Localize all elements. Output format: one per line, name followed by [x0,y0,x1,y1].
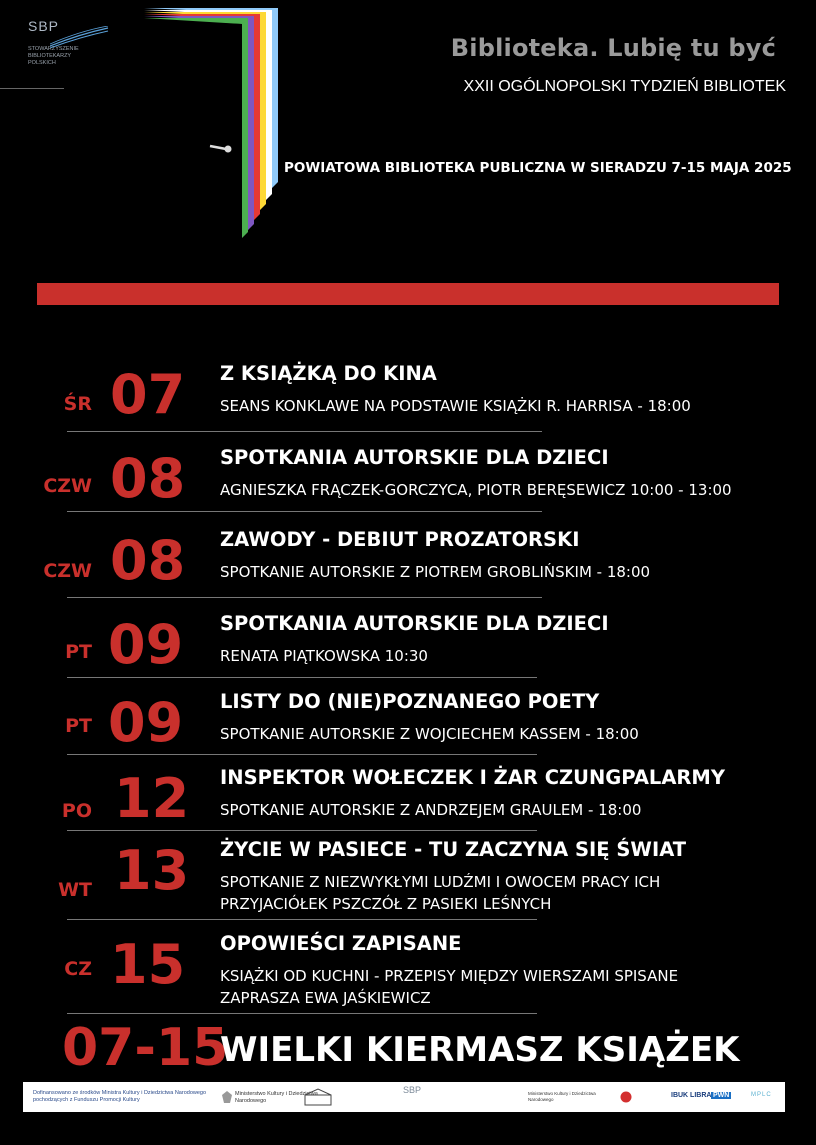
event-date-number: 15 [110,933,186,996]
event-title: INSPEKTOR WOŁECZEK I ŻAR CZUNGPALARMY [220,766,725,789]
event-title: ŻYCIE W PASIECE - TU ZACZYNA SIĘ ŚWIAT [220,838,687,861]
event-day: PT [65,641,92,663]
event-date-number: 12 [114,767,190,830]
event-separator [67,511,542,512]
event-date-number: 09 [108,613,184,676]
event-day: CZ [64,958,92,980]
event-date-number: 13 [114,839,190,902]
sbp-logo [28,18,98,93]
book-door-illustration [140,4,285,244]
event-separator [67,830,537,831]
sbp-small-logo: SBP [403,1085,422,1095]
event-description: SPOTKANIE AUTORSKIE Z ANDRZEJEM GRAULEM - 18:00 [220,801,642,819]
partner-logo-icon [619,1090,633,1104]
event-day: WT [58,879,92,901]
building-logo-icon [303,1087,333,1107]
event-separator [67,1013,537,1014]
pwn-logo: PWN [713,1092,730,1099]
campaign-slogan: Biblioteka. Lubię tu być [450,34,776,62]
fair-title: WIELKI KIERMASZ KSIĄŻEK [220,1030,740,1070]
ministry-logo-text: Ministerstwo Kultury i Dziedzictwa Narodowego [235,1091,318,1104]
event-date-number: 07 [110,363,186,426]
fair-dates: 07-15 [62,1018,229,1078]
event-description: ZAPRASZA EWA JAŚKIEWICZ [220,989,431,1007]
event-description: AGNIESZKA FRĄCZEK-GORCZYCA, PIOTR BERĘSEWICZ 10:00 - 13:00 [220,481,732,499]
event-title: Z KSIĄŻKĄ DO KINA [220,362,437,385]
eagle-emblem-icon [221,1090,233,1104]
event-day: ŚR [63,393,92,415]
ministry-logo-text-2: Ministerstwo Kultury i Dziedzictwa Narodowego [528,1091,596,1102]
event-day: CZW [43,560,92,582]
sbp-swoosh-icon [50,26,110,48]
event-day: PT [65,715,92,737]
logo-divider [0,88,64,89]
event-description: SPOTKANIE Z NIEZWYKŁYMI LUDŹMI I OWOCEM PRACY ICH [220,873,661,891]
event-separator [67,431,542,432]
red-divider-bar [37,283,779,305]
event-week-title: XXII OGÓLNOPOLSKI TYDZIEŃ BIBLIOTEK [463,78,786,95]
event-description: SEANS KONKLAWE NA PODSTAWIE KSIĄŻKI R. HARRISA - 18:00 [220,397,691,415]
event-date-number: 08 [110,529,186,592]
event-description: PRZYJACIÓŁEK PSZCZÓŁ Z PASIEKI LEŚNYCH [220,895,552,913]
event-title: SPOTKANIA AUTORSKIE DLA DZIECI [220,446,609,469]
event-description: SPOTKANIE AUTORSKIE Z PIOTREM GROBLIŃSKIM - 18:00 [220,563,651,581]
event-separator [67,597,542,598]
event-separator [67,919,537,920]
event-day: PO [61,800,92,822]
event-day: CZW [43,475,92,497]
event-date-number: 09 [108,691,184,754]
ibuk-libra-logo: IBUK LIBRA [671,1092,712,1099]
funding-note: Dofinansowano ze środków Ministra Kultury i Dziedzictwa Narodowego pochodzących z Funduszu Promocji Kultury [33,1090,207,1103]
sbp-logo-text: STOWARZYSZENIE BIBLIOTEKARZY POLSKICH [28,46,79,66]
event-title: OPOWIEŚCI ZAPISANE [220,932,462,955]
event-separator [67,677,537,678]
event-description: RENATA PIĄTKOWSKA 10:30 [220,647,428,665]
event-description: SPOTKANIE AUTORSKIE Z WOJCIECHEM KASSEM - 18:00 [220,725,639,743]
sponsor-strip [23,1082,785,1112]
event-title: SPOTKANIA AUTORSKIE DLA DZIECI [220,612,609,635]
event-date-number: 08 [110,447,186,510]
event-title: LISTY DO (NIE)POZNANEGO POETY [220,690,600,713]
sbp-logo-mark: SBP [28,18,60,34]
event-description: KSIĄŻKI OD KUCHNI - PRZEPISY MIĘDZY WIERSZAMI SPISANE [220,967,679,985]
event-title: ZAWODY - DEBIUT PROZATORSKI [220,528,580,551]
event-separator [67,754,537,755]
library-name-dates: POWIATOWA BIBLIOTEKA PUBLICZNA W SIERADZU 7-15 MAJA 2025 [284,160,792,176]
mplc-logo: MPLC [751,1092,772,1098]
